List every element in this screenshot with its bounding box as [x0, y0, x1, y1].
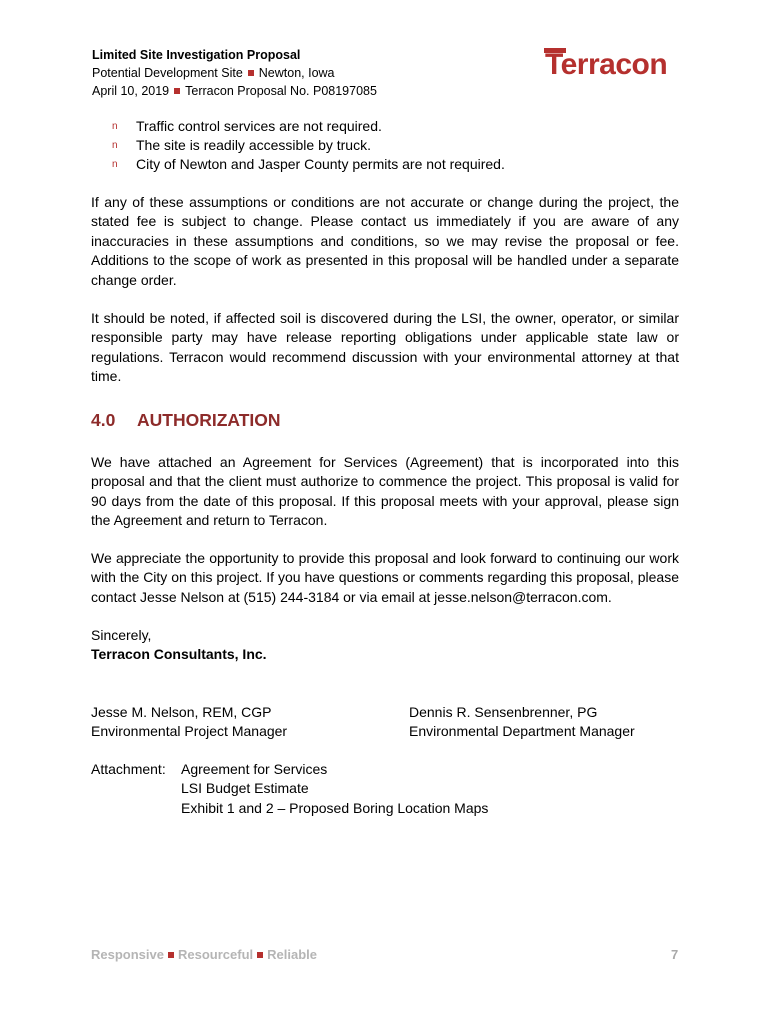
attachment-label: Attachment: [91, 761, 166, 777]
separator-square-icon [248, 70, 254, 76]
attachment-item: LSI Budget Estimate [181, 780, 309, 797]
tagline-word: Reliable [267, 947, 317, 962]
list-item [91, 779, 488, 798]
header-line-2 [92, 64, 377, 82]
assumption-list [112, 117, 505, 174]
paragraph-soil-notice: It should be noted, if affected soil is discovered during the LSI, the owner, operator, or similar responsible party may have release reporting obligations under applicable state law or regulations. Terracon would recommend discussion with your environmental attorney at that time. [91, 310, 679, 385]
bullet-icon: n [112, 121, 118, 132]
signer-1 [91, 703, 287, 742]
separator-square-icon [168, 952, 174, 958]
signer-name: Dennis R. Sensenbrenner, PG [409, 704, 598, 720]
separator-square-icon [257, 952, 263, 958]
signer-name: Jesse M. Nelson, REM, CGP [91, 704, 272, 720]
salutation: Sincerely, [91, 627, 152, 643]
header-date: April 10, 2019 [92, 84, 170, 98]
list-item [91, 799, 488, 818]
attachment-list [91, 760, 488, 818]
tagline-word: Responsive [91, 947, 164, 962]
header-line-3 [92, 82, 377, 100]
header-title: Limited Site Investigation Proposal [92, 48, 301, 62]
list-item [91, 760, 488, 779]
paragraph-agreement: We have attached an Agreement for Services (Agreement) that is incorporated into this proposal and that the client must authorize to commence the project. This proposal is valid for 90 days from the date of this proposal. If this proposal meets with your approval, please sign the Agreement and return to Terracon. [91, 454, 679, 529]
attachment-item: Exhibit 1 and 2 – Proposed Boring Location Maps [181, 799, 489, 816]
list-item-text: The site is readily accessible by truck. [136, 137, 371, 153]
section-heading [91, 410, 281, 431]
bullet-icon: n [112, 140, 118, 151]
section-title: AUTHORIZATION [137, 410, 281, 430]
closing-block [91, 626, 267, 665]
list-item-text: City of Newton and Jasper County permits are not required. [136, 156, 505, 172]
tagline-word: Resourceful [177, 947, 254, 962]
signer-title: Environmental Department Manager [409, 723, 635, 740]
header-proposal-number: Terracon Proposal No. P08197085 [185, 84, 377, 98]
paragraph-appreciation: We appreciate the opportunity to provide this proposal and look forward to continuing our work with the City on this project. If you have questions or comments regarding this proposal, please contact Jesse Nelson at (515) 244-3184 or via email at jesse.nelson@terracon.com. [91, 550, 679, 605]
header-location: Newton, Iowa [258, 66, 335, 80]
terracon-logo [544, 40, 682, 80]
paragraph-assumptions: If any of these assumptions or conditions are not accurate or change during the project, the stated fee is subject to change. Please contact us immediately if you are aware of any inaccuracies in these assumptions and conditions, so we may revise the proposal or fee. Additions to the scope of work as presented in this proposal will be handled under a separate change order. [91, 194, 679, 288]
page-header [92, 46, 377, 100]
logo-wordmark: Terracon [545, 48, 668, 80]
list-item [112, 136, 505, 155]
attachment-item: Agreement for Services [181, 761, 328, 777]
list-item [112, 117, 505, 136]
company-name: Terracon Consultants, Inc. [91, 646, 267, 663]
signer-title: Environmental Project Manager [91, 723, 288, 740]
separator-square-icon [174, 88, 180, 94]
list-item [112, 155, 505, 174]
bullet-icon: n [112, 159, 118, 170]
header-site: Potential Development Site [92, 66, 243, 80]
signer-2 [409, 703, 635, 742]
page-number: 7 [671, 947, 679, 962]
footer-tagline [91, 947, 317, 962]
list-item-text: Traffic control services are not required. [136, 118, 382, 134]
section-number: 4.0 [91, 410, 116, 430]
